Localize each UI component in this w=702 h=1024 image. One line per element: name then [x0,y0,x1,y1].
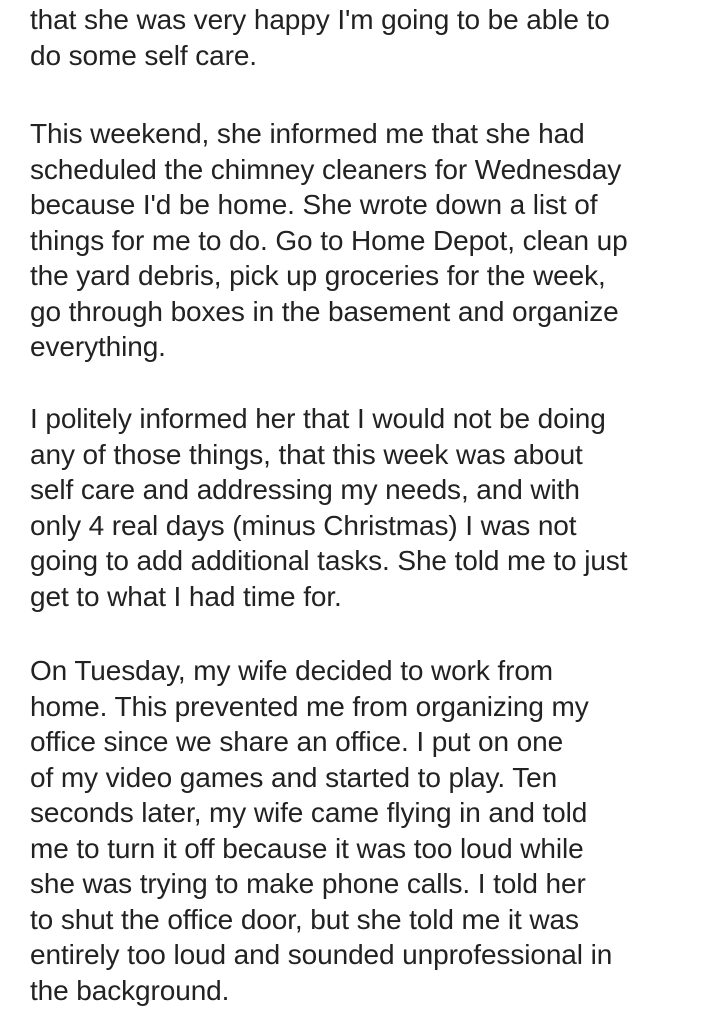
text-line: everything. [30,331,166,362]
text-line: me to turn it off because it was too loud while [30,832,584,864]
text-line: going to add additional tasks. She told me to just [30,545,628,576]
text-line: On Tuesday, my wife decided to work from [30,655,554,686]
text-line: things for me to do. Go to Home Depot, clean up [30,224,628,256]
text-line: any of those things, that this week was about [30,438,583,470]
text-line: seconds later, my wife came flying in and told [30,797,588,828]
paragraph-polite-refusal [30,401,700,614]
text-line: only 4 real days (minus Christmas) I was not [30,509,577,541]
text-line: to shut the office door, but she told me it was [30,903,579,935]
text-line: get to what I had time for. [30,580,342,612]
text-line: I politely informed her that I would not be doing [30,403,606,434]
text-line: the background. [30,974,230,1006]
paragraph-tuesday [30,653,700,1008]
paragraph-weekend-list [30,116,700,365]
text-line: scheduled the chimney cleaners for Wednesday [30,153,622,185]
text-line: This weekend, she informed me that she had [30,118,585,149]
paragraph-self-care [30,2,700,73]
text-line: self care and addressing my needs, and with [30,474,580,505]
text-line: home. This prevented me from organizing my [30,690,589,722]
text-line: go through boxes in the basement and organize [30,295,619,327]
text-line: because I'd be home. She wrote down a list of [30,189,598,220]
text-line: office since we share an office. I put on one [30,726,564,757]
text-line: entirely too loud and sounded unprofessional in [30,939,613,970]
text-line: do some self care. [30,39,257,71]
text-line: of my video games and started to play. Ten [30,761,558,793]
text-line: she was trying to make phone calls. I told her [30,868,586,899]
text-line: the yard debris, pick up groceries for the week, [30,260,606,291]
text-line: that she was very happy I'm going to be able to [30,4,610,35]
